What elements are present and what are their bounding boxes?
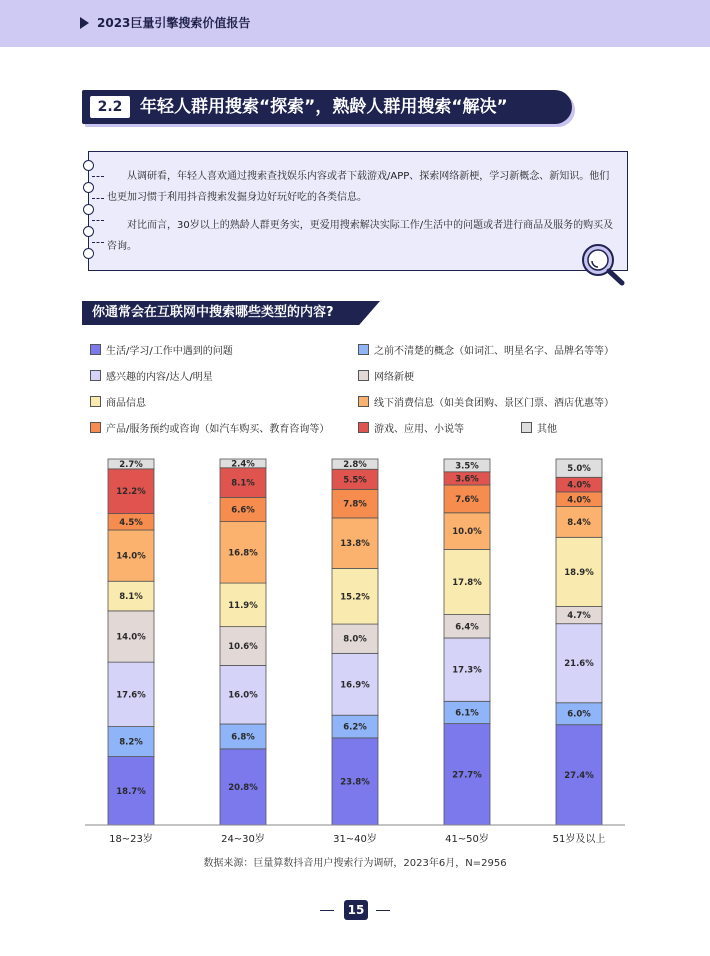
data-label: 6.4% [455, 622, 479, 633]
data-label: 2.7% [119, 459, 143, 470]
data-source: 数据来源：巨量算数抖音用户搜索行为调研，2023年6月，N=2956 [203, 858, 507, 869]
data-label: 11.9% [228, 600, 258, 611]
footer-rule [320, 910, 334, 911]
data-label: 17.8% [452, 577, 482, 588]
data-label: 6.0% [567, 709, 591, 720]
data-label: 17.3% [452, 665, 482, 676]
category-tick-label: 18~23岁 [109, 834, 153, 845]
data-label: 17.6% [116, 690, 146, 701]
data-label: 4.5% [119, 517, 143, 528]
section-number: 2.2 [90, 96, 130, 118]
category-tick-label: 51岁及以上 [552, 834, 606, 845]
data-label: 14.0% [116, 632, 146, 643]
data-label: 12.2% [116, 487, 146, 498]
data-label: 7.6% [455, 494, 479, 505]
data-label: 2.8% [343, 460, 367, 471]
data-label: 13.8% [340, 539, 370, 550]
data-label: 6.2% [343, 722, 367, 733]
legend-label: 生活/学习/工作中遇到的问题 [106, 346, 233, 357]
data-label: 6.6% [231, 505, 255, 516]
data-label: 16.0% [228, 690, 258, 701]
data-label: 20.8% [228, 782, 258, 793]
summary-paragraph-1: 从调研看，年轻人喜欢通过搜索查找娱乐内容或者下载游戏/APP、探索网络新梗，学习新概念、新知识。他们也更加习惯于利用抖音搜索发掘身边好玩好吃的各类信息。 [107, 171, 610, 203]
legend-label: 商品信息 [106, 398, 146, 409]
report-title: 2023巨量引擎搜索价值报告 [97, 16, 251, 30]
data-label: 27.4% [564, 770, 594, 781]
data-label: 16.9% [340, 680, 370, 691]
legend-label: 之前不清楚的概念（如词汇、明星名字、品牌名等等） [374, 346, 614, 357]
legend-label: 线下消费信息（如美食团购、景区门票、酒店优惠等） [374, 398, 614, 409]
data-label: 16.8% [228, 548, 258, 559]
data-label: 3.5% [455, 461, 479, 472]
data-label: 7.8% [343, 499, 367, 510]
data-label: 4.0% [567, 495, 591, 506]
data-label: 8.1% [231, 478, 255, 489]
data-label: 4.7% [567, 611, 591, 622]
data-label: 27.7% [452, 770, 482, 781]
data-label: 6.8% [231, 732, 255, 743]
footer-rule [376, 910, 390, 911]
data-label: 6.1% [455, 708, 479, 719]
legend-label: 游戏、应用、小说等 [374, 424, 464, 435]
page-number: 15 [344, 900, 368, 920]
data-label: 4.0% [567, 480, 591, 491]
category-tick-label: 31~40岁 [333, 834, 377, 845]
section-title: 年轻人群用搜索“探索”，熟龄人群用搜索“解决” [140, 97, 508, 117]
category-tick-label: 41~50岁 [445, 834, 489, 845]
data-label: 5.5% [343, 475, 367, 486]
category-tick-label: 24~30岁 [221, 834, 265, 845]
data-label: 8.4% [567, 517, 591, 528]
page-footer [0, 900, 710, 922]
data-label: 14.0% [116, 551, 146, 562]
data-label: 8.1% [119, 592, 143, 603]
data-label: 18.9% [564, 567, 594, 578]
data-label: 21.6% [564, 659, 594, 670]
data-label: 8.0% [343, 634, 367, 645]
legend-label: 其他 [537, 424, 557, 435]
data-label: 5.0% [567, 464, 591, 475]
data-label: 15.2% [340, 592, 370, 603]
data-label: 10.0% [452, 527, 482, 538]
data-label: 18.7% [116, 786, 146, 797]
data-label: 23.8% [340, 777, 370, 788]
data-label: 10.6% [228, 642, 258, 653]
legend-label: 网络新梗 [374, 372, 414, 383]
data-label: 3.6% [455, 474, 479, 485]
legend-label: 产品/服务预约或咨询（如汽车购买、教育咨询等） [106, 424, 330, 435]
summary-paragraph-2: 对比而言，30岁以上的熟龄人群更务实，更爱用搜索解决实际工作/生活中的问题或者进行商品及服务的购买及咨询。 [107, 220, 614, 252]
data-label: 8.2% [119, 737, 143, 748]
legend-label: 感兴趣的内容/达人/明星 [106, 372, 213, 383]
data-label: 2.4% [231, 459, 255, 470]
question-text: 你通常会在互联网中搜索哪些类型的内容? [92, 305, 334, 320]
